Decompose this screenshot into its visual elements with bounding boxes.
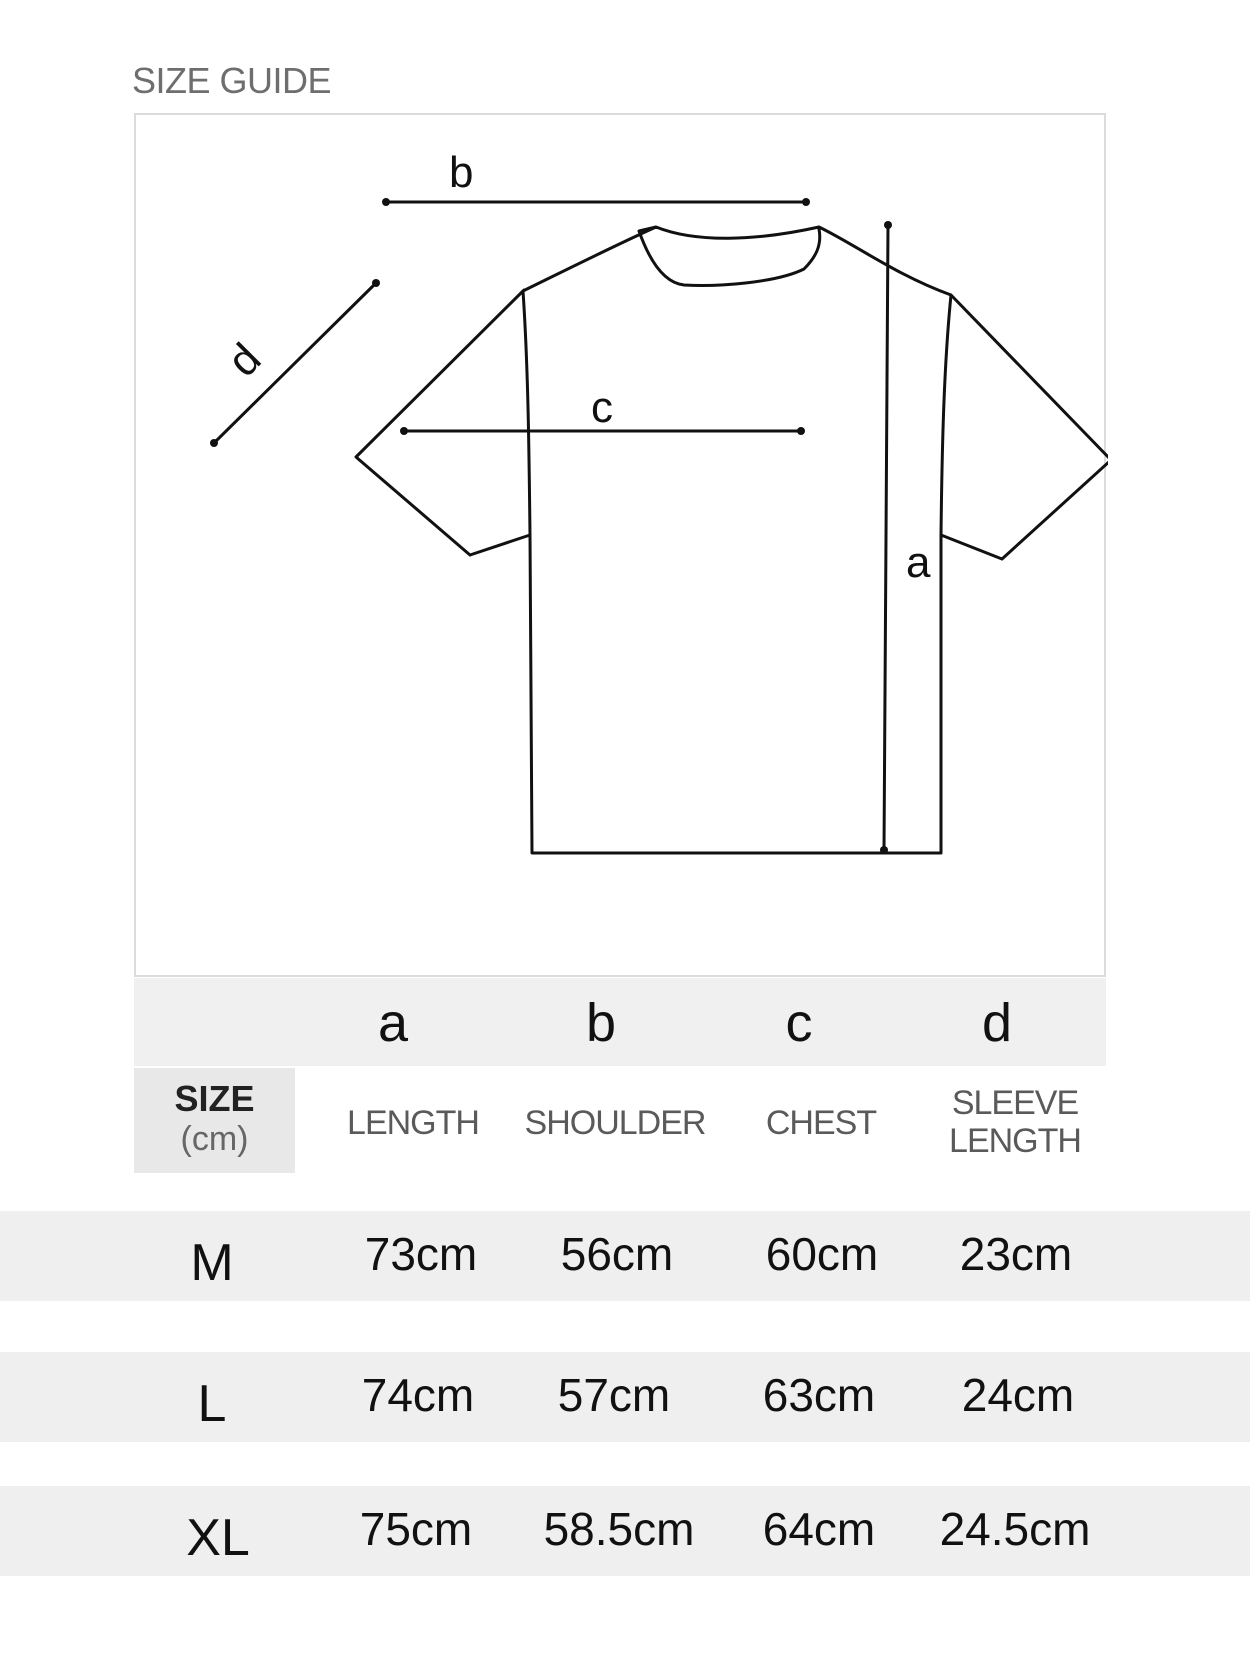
value-sleeve-length: 24.5cm [939, 1503, 1091, 1555]
table-row [0, 1211, 1250, 1301]
column-header-shoulder: SHOULDER [524, 1104, 706, 1142]
value-length: 74cm [361, 1369, 475, 1421]
size-name: L [197, 1375, 227, 1433]
size-name: XL [186, 1509, 250, 1567]
measure-line-a [884, 225, 888, 850]
value-sleeve-length: 24cm [961, 1369, 1075, 1421]
value-shoulder: 57cm [557, 1369, 671, 1421]
table-row [0, 1486, 1250, 1576]
column-header-length: LENGTH [347, 1104, 479, 1142]
letter-b: b [585, 993, 617, 1053]
value-shoulder: 56cm [560, 1228, 674, 1280]
value-shoulder: 58.5cm [543, 1503, 695, 1555]
measure-label-b: b [449, 148, 474, 197]
column-header-sleeve-length: SLEEVE LENGTH [949, 1084, 1081, 1160]
size-name: M [190, 1234, 234, 1292]
value-sleeve-length: 23cm [959, 1228, 1073, 1280]
tshirt-drawing [136, 115, 1108, 979]
page-title: SIZE GUIDE [132, 60, 332, 101]
measure-label-d: d [218, 334, 271, 387]
value-chest: 64cm [762, 1503, 876, 1555]
table-row [0, 1352, 1250, 1442]
column-header-chest: CHEST [765, 1104, 877, 1142]
left-armhole-seam [523, 291, 530, 535]
letter-c: c [785, 993, 813, 1053]
letter-a: a [377, 993, 409, 1053]
size-header-label: SIZE [174, 1078, 255, 1119]
size-header-cell [134, 1068, 295, 1173]
tshirt-diagram [134, 113, 1106, 977]
measure-label-a: a [906, 538, 931, 587]
value-chest: 60cm [765, 1228, 879, 1280]
tshirt-outline [356, 227, 1108, 853]
size-header-unit: (cm) [180, 1120, 249, 1158]
right-armhole-seam [941, 295, 951, 535]
measurement-letter-header [134, 978, 1106, 1066]
value-chest: 63cm [762, 1369, 876, 1421]
value-length: 75cm [359, 1503, 473, 1555]
letter-d: d [981, 993, 1013, 1053]
measure-label-c: c [591, 383, 613, 432]
value-length: 73cm [364, 1228, 478, 1280]
